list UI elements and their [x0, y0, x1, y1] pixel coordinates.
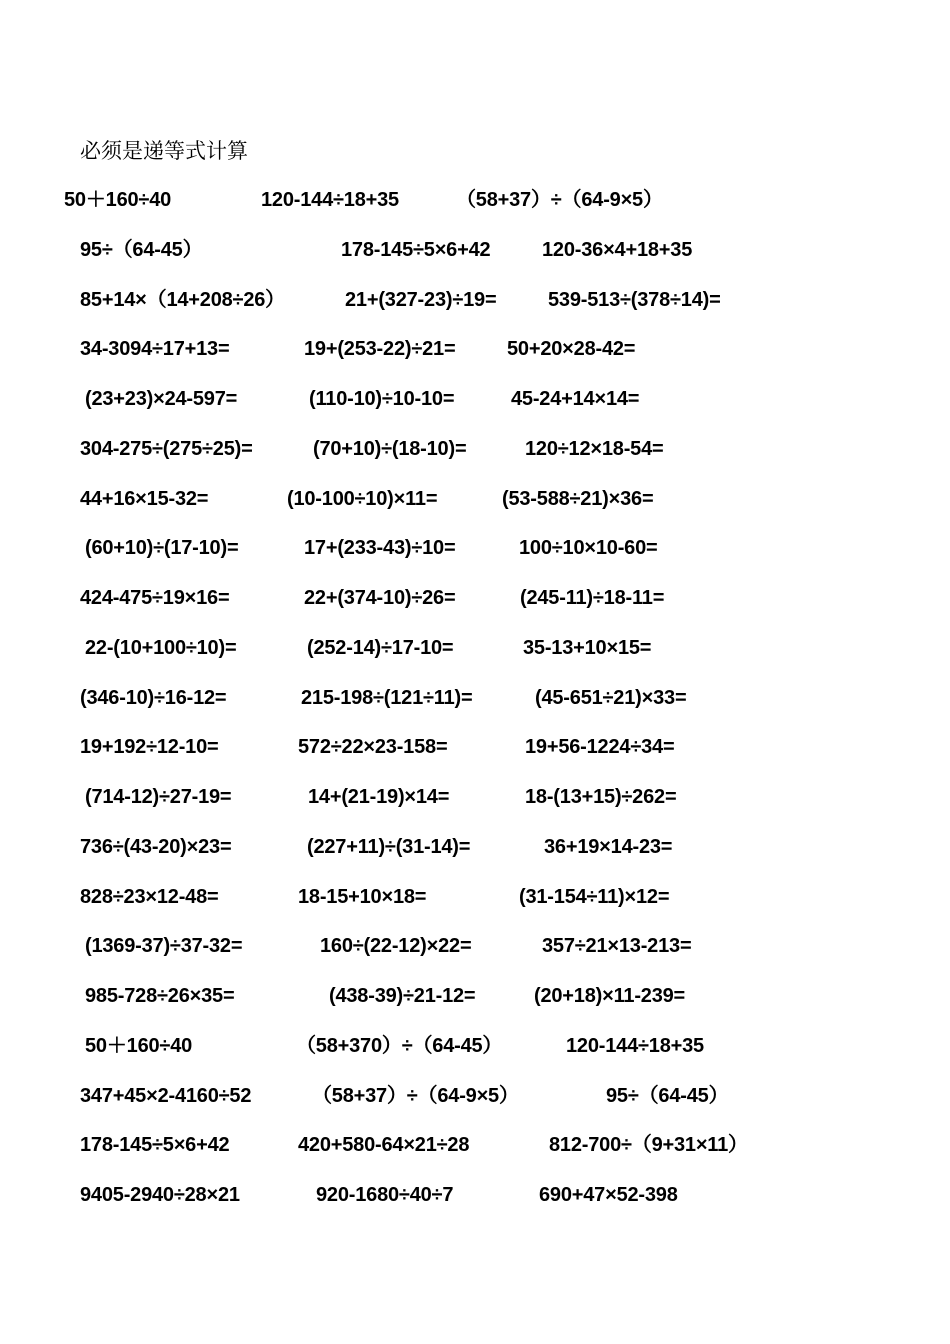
math-problem: 36+19×14-23= [544, 836, 673, 858]
math-problem: 44+16×15-32= [80, 488, 209, 510]
math-problem: 736÷(43-20)×23= [80, 836, 232, 858]
math-problem: 19+(253-22)÷21= [304, 338, 456, 360]
math-problem: (227+11)÷(31-14)= [307, 836, 471, 858]
math-problem: 120-144÷18+35 [566, 1035, 704, 1057]
math-problem: 420+580-64×21÷28 [298, 1134, 470, 1156]
math-problem: (45-651÷21)×33= [535, 687, 687, 709]
math-problem: 9405-2940÷28×21 [80, 1184, 240, 1206]
math-problem: 50＋160÷40 [85, 1035, 193, 1057]
math-problem: （58+370）÷（64-45） [296, 1035, 503, 1057]
math-problem: (53-588÷21)×36= [502, 488, 654, 510]
math-problem: (438-39)÷21-12= [329, 985, 476, 1007]
math-problem: 424-475÷19×16= [80, 587, 230, 609]
math-problem: 19+192÷12-10= [80, 736, 219, 758]
math-problem: 178-145÷5×6+42 [80, 1134, 230, 1156]
math-problem: 50+20×28-42= [507, 338, 636, 360]
math-problem: 19+56-1224÷34= [525, 736, 675, 758]
math-problem: 17+(233-43)÷10= [304, 537, 456, 559]
math-problem: 215-198÷(121÷11)= [301, 687, 473, 709]
math-problem: （58+37）÷（64-9×5） [456, 189, 663, 211]
math-problem: 572÷22×23-158= [298, 736, 448, 758]
math-problem: 22+(374-10)÷26= [304, 587, 456, 609]
math-problem: 85+14×（14+208÷26） [80, 289, 285, 311]
math-problem: (20+18)×11-239= [534, 985, 686, 1007]
math-problem: 347+45×2-4160÷52 [80, 1085, 252, 1107]
math-problem: 120-36×4+18+35 [542, 239, 693, 261]
math-problem: 120-144÷18+35 [261, 189, 399, 211]
math-problem: 22-(10+100÷10)= [85, 637, 237, 659]
math-problem: 95÷（64-45） [606, 1085, 729, 1107]
worksheet-title: 必须是递等式计算 [80, 139, 248, 163]
math-problem: 120÷12×18-54= [525, 438, 664, 460]
math-problem: 18-15+10×18= [298, 886, 427, 908]
math-problem: (346-10)÷16-12= [80, 687, 227, 709]
math-problem: (31-154÷11)×12= [519, 886, 670, 908]
math-problem: 95÷（64-45） [80, 239, 203, 261]
math-problem: 357÷21×13-213= [542, 935, 692, 957]
math-problem: 35-13+10×15= [523, 637, 652, 659]
math-problem: 812-700÷（9+31×11） [549, 1134, 748, 1156]
math-problem: (60+10)÷(17-10)= [85, 537, 239, 559]
math-problem: 920-1680÷40÷7 [316, 1184, 454, 1206]
math-problem: 45-24+14×14= [511, 388, 640, 410]
math-problem: 690+47×52-398 [539, 1184, 678, 1206]
math-problem: 828÷23×12-48= [80, 886, 219, 908]
math-problem: 304-275÷(275÷25)= [80, 438, 253, 460]
math-problem: 160÷(22-12)×22= [320, 935, 472, 957]
math-problem: 539-513÷(378÷14)= [548, 289, 721, 311]
math-problem: (110-10)÷10-10= [309, 388, 455, 410]
math-problem: (252-14)÷17-10= [307, 637, 454, 659]
math-problem: 34-3094÷17+13= [80, 338, 230, 360]
math-problem: （58+37）÷（64-9×5） [312, 1085, 519, 1107]
math-problem: (10-100÷10)×11= [287, 488, 438, 510]
math-problem: 14+(21-19)×14= [308, 786, 450, 808]
math-problem: 50＋160÷40 [64, 189, 172, 211]
math-problem: 178-145÷5×6+42 [341, 239, 491, 261]
math-problem: 100÷10×10-60= [519, 537, 658, 559]
math-problem: (1369-37)÷37-32= [85, 935, 243, 957]
math-problem: 18-(13+15)÷262= [525, 786, 677, 808]
math-problem: (23+23)×24-597= [85, 388, 238, 410]
math-problem: (714-12)÷27-19= [85, 786, 232, 808]
math-problem: 985-728÷26×35= [85, 985, 235, 1007]
math-problem: 21+(327-23)÷19= [345, 289, 497, 311]
math-problem: (70+10)÷(18-10)= [313, 438, 467, 460]
math-problem: (245-11)÷18-11= [520, 587, 665, 609]
